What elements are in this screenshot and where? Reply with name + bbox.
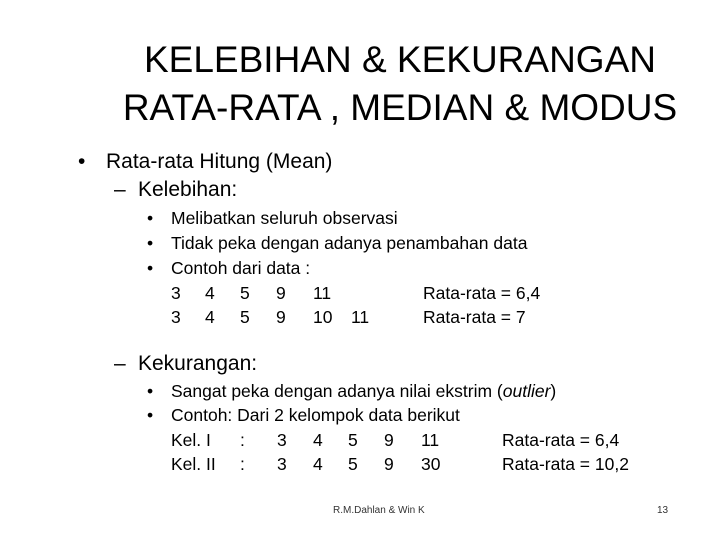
example-result: Rata-rata = 10,2	[502, 454, 629, 474]
slide-title	[90, 36, 710, 132]
example-value: 5	[348, 454, 358, 474]
example-value: 4	[313, 454, 323, 474]
kelebihan-item-3: Contoh dari data :	[171, 258, 311, 278]
kelebihan-label: Kelebihan:	[138, 178, 238, 201]
example-value: 3	[171, 283, 181, 303]
example-value: 11	[351, 307, 370, 327]
example-value: 9	[276, 283, 286, 303]
page-number: 13	[657, 505, 669, 516]
kekurangan-dash: –	[114, 352, 126, 375]
example-value: 9	[384, 454, 394, 474]
example-value: 10	[313, 307, 333, 327]
example-result: Rata-rata = 6,4	[423, 283, 541, 303]
example-value: 3	[277, 430, 287, 450]
kelebihan-dash: –	[114, 178, 126, 201]
bullet-glyph: •	[147, 381, 154, 401]
bullet-glyph: •	[147, 208, 154, 228]
group-colon: :	[240, 454, 245, 474]
footer-author: R.M.Dahlan & Win K	[333, 505, 425, 516]
bullet-glyph: •	[78, 150, 86, 173]
outlier-term: outlier	[502, 381, 551, 401]
kekurangan-item-1: Sangat peka dengan adanya nilai ekstrim (outlier)	[171, 381, 557, 401]
example-value: 5	[240, 283, 250, 303]
title-line-1: KELEBIHAN & KEKURANGAN	[144, 39, 656, 80]
section-heading: Rata-rata Hitung (Mean)	[106, 150, 333, 173]
example-value: 11	[313, 283, 332, 303]
example-value: 9	[276, 307, 286, 327]
example-result: Rata-rata = 6,4	[502, 430, 620, 450]
bullet-glyph: •	[147, 233, 154, 253]
bullet-glyph: •	[147, 258, 154, 278]
group-colon: :	[240, 430, 245, 450]
example-value: 3	[171, 307, 181, 327]
example-value: 4	[205, 307, 215, 327]
bullet-glyph: •	[147, 405, 154, 425]
title-line-2: RATA-RATA , MEDIAN & MODUS	[122, 87, 678, 128]
example-value: 4	[205, 283, 215, 303]
kekurangan-item-2: Contoh: Dari 2 kelompok data berikut	[171, 405, 460, 425]
example-value: 5	[348, 430, 358, 450]
kelebihan-item-2: Tidak peka dengan adanya penambahan data	[171, 233, 528, 253]
example-value: 30	[421, 454, 441, 474]
group-label: Kel. I	[171, 430, 211, 450]
example-value: 3	[277, 454, 287, 474]
example-value: 5	[240, 307, 250, 327]
example-value: 9	[384, 430, 394, 450]
example-value: 4	[313, 430, 323, 450]
group-label: Kel. II	[171, 454, 216, 474]
kelebihan-item-1: Melibatkan seluruh observasi	[171, 208, 398, 228]
kekurangan-label: Kekurangan:	[138, 352, 258, 375]
example-result: Rata-rata = 7	[423, 307, 526, 327]
example-value: 11	[421, 430, 440, 450]
